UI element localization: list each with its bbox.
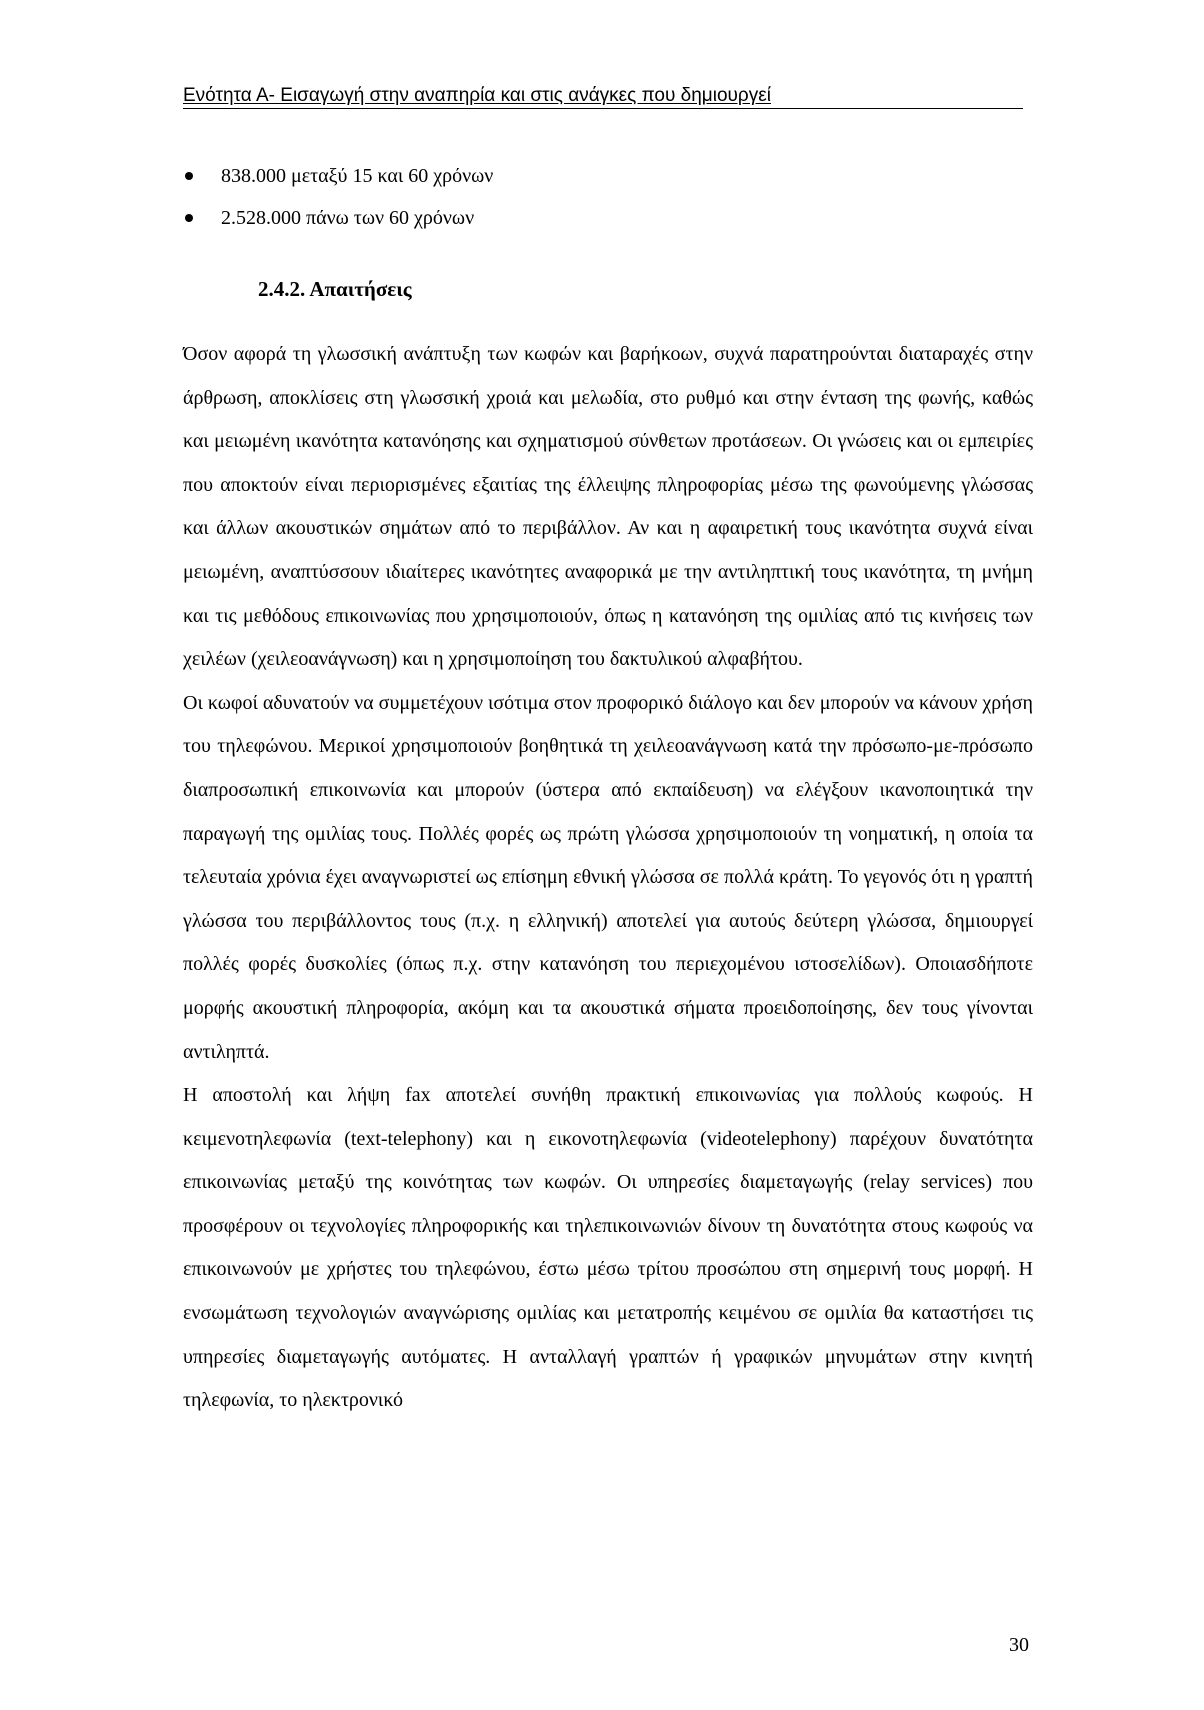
paragraph: Οι κωφοί αδυνατούν να συμμετέχουν ισότιμα στον προφορικό διάλογο και δεν μπορούν να κάνουν χρήση του τηλεφώνου. Μερικοί χρησιμοποιούν βοηθητικά τη χειλεοανάγνωση κατά την πρόσωπο-με-πρόσωπο διαπροσωπική επικοινωνία και μπορούν (ύστερα από εκπαίδευση) να ελέγξουν ικανοποιητικά την παραγωγή της ομιλίας τους. Πολλές φορές ως πρώτη γλώσσα χρησιμοποιούν τη νοηματική, η οποία τα τελευταία χρόνια έχει αναγνωριστεί ως επίσημη εθνική γλώσσα σε πολλά κράτη. Το γεγονός ότι η γραπτή γλώσσα του περιβάλλοντος τους (π.χ. η ελληνική) αποτελεί για αυτούς δεύτερη γλώσσα, δημιουργεί πολλές φορές δυσκολίες (όπως π.χ. στην κατανόηση του περιεχομένου ιστοσελίδων). Οποιασδήποτε μορφής ακουστική πληροφορία, ακόμη και τα ακουστικά σήματα προειδοποίησης, δεν τους γίνονται αντιληπτά. bbox=[183, 691, 1033, 1063]
page-number: 30 bbox=[1009, 1634, 1029, 1656]
running-header-title: Ενότητα Α- Εισαγωγή στην αναπηρία και στις ανάγκες που δημιουργεί bbox=[183, 85, 771, 106]
paragraph: Η αποστολή και λήψη fax αποτελεί συνήθη πρακτική επικοινωνίας για πολλούς κωφούς. Η κειμενοτηλεφωνία (text-telephony) και η εικονοτηλεφωνία (videotelephony) παρέχουν δυνατότητα επικοινωνίας μεταξύ της κοινότητας των κωφών. Οι υπηρεσίες διαμεταγωγής (relay services) που προσφέρουν οι τεχνολογίες πληροφορικής και τηλεπικοινωνιών δίνουν τη δυνατότητα στους κωφούς να επικοινωνούν με χρήστες του τηλεφώνου, έστω μέσω τρίτου προσώπου στη σημερινή τους μορφή. Η ενσωμάτωση τεχνολογιών αναγνώρισης ομιλίας και μετατροπής κειμένου σε ομιλία θα καταστήσει τις υπηρεσίες διαμεταγωγής αυτόματες. Η ανταλλαγή γραπτών ή γραφικών μηνυμάτων στην κινητή τηλεφωνία, το ηλεκτρονικό bbox=[183, 1084, 1033, 1412]
paragraph: Όσον αφορά τη γλωσσική ανάπτυξη των κωφών και βαρήκοων, συχνά παρατηρούνται διαταραχές στην άρθρωση, αποκλίσεις στη γλωσσική χροιά και μελωδία, στο ρυθμό και στην ένταση της φωνής, καθώς και μειωμένη ικανότητα κατανόησης και σχηματισμού σύνθετων προτάσεων. Οι γνώσεις και οι εμπειρίες που αποκτούν είναι περιορισμένες εξαιτίας της έλλειψης πληροφορίας μέσω της φωνούμενης γλώσσας και άλλων ακουστικών σημάτων από το περιβάλλον. Αν και η αφαιρετική τους ικανότητα συχνά είναι μειωμένη, αναπτύσσουν ιδιαίτερες ικανότητες αναφορικά με την αντιληπτική τους ικανότητα, τη μνήμη και τις μεθόδους επικοινωνίας που χρησιμοποιούν, όπως η κατανόηση της ομιλίας από τις κινήσεις των χειλέων (χειλεοανάγνωση) και η χρησιμοποίηση του δακτυλικού αλφαβήτου. bbox=[183, 343, 1033, 671]
section-heading: 2.4.2. Απαιτήσεις bbox=[258, 277, 412, 301]
list-item: 838.000 μεταξύ 15 και 60 χρόνων bbox=[183, 164, 493, 206]
list-item: 2.528.000 πάνω των 60 χρόνων bbox=[183, 206, 493, 248]
bullet-list bbox=[183, 164, 493, 248]
body-text bbox=[183, 333, 1033, 1423]
running-header bbox=[183, 84, 1023, 109]
